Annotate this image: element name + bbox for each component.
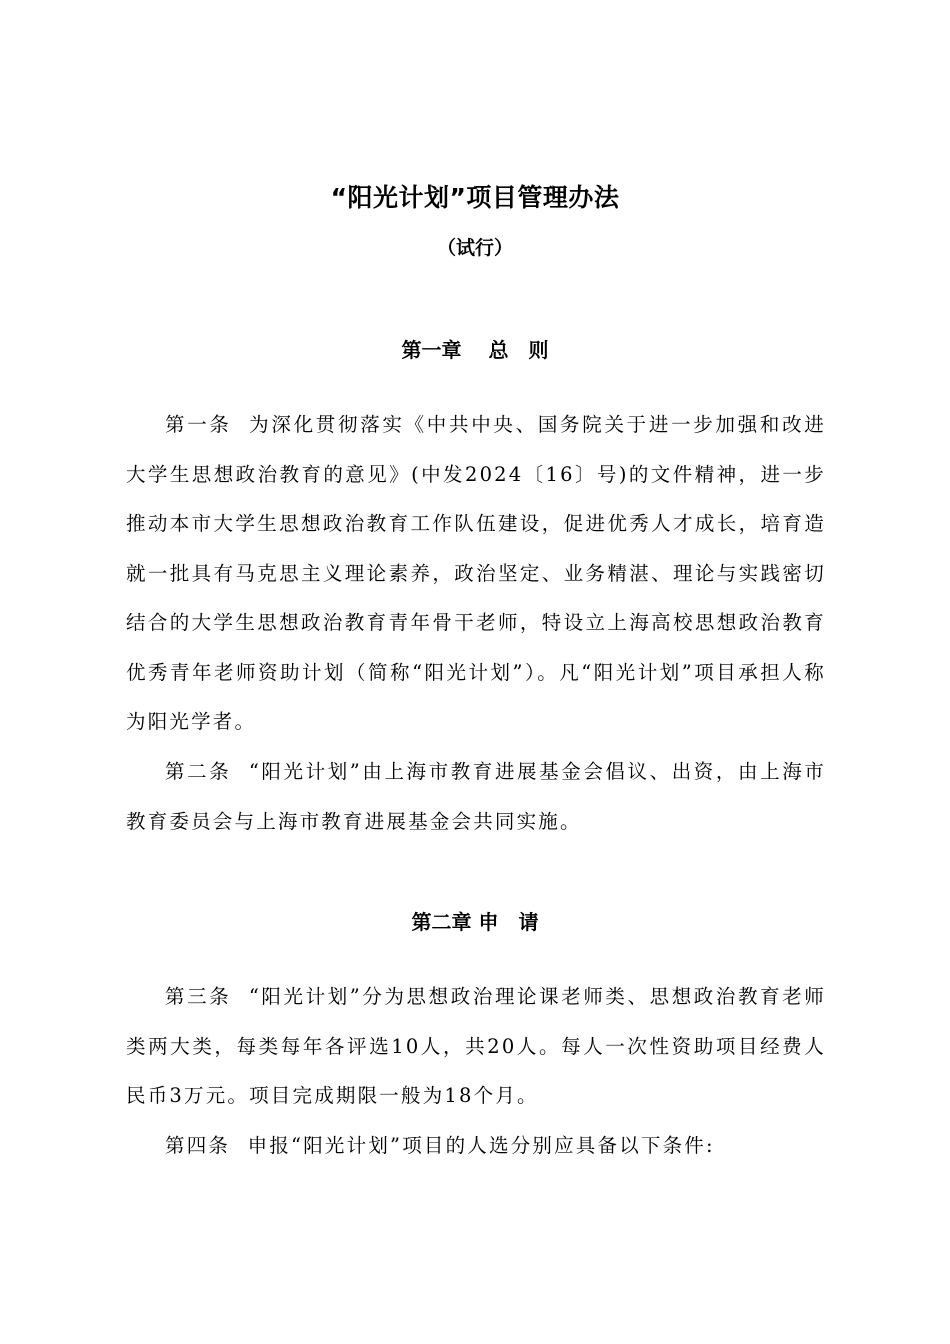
chapter-2-heading: 第二章 申 请: [411, 910, 539, 934]
article-1: [126, 400, 826, 747]
article-3-text: “阳光计划”分为思想政治理论课老师类、思想政治教育老师类两大类，每类每年各评选10人，共20人。每人一次性资助项目经费人民币3万元。项目完成期限一般为18个月。: [126, 985, 826, 1107]
article-4-text: 申报“阳光计划”项目的人选分别应具备以下条件:: [247, 1134, 715, 1157]
article-4-label: 第四条: [165, 1134, 231, 1157]
article-1-label: 第一条: [165, 413, 232, 436]
article-3-label: 第三条: [165, 985, 232, 1008]
chapter-1-heading: 第一章 总 则: [401, 338, 549, 362]
article-4: [126, 1121, 826, 1171]
article-2-text: “阳光计划”由上海市教育进展基金会倡议、出资，由上海市教育委员会与上海市教育进展基金会共同实施。: [126, 760, 826, 833]
article-3: [126, 972, 826, 1121]
document-title: “阳光计划”项目管理办法: [330, 183, 620, 212]
document-subtitle: （试行）: [436, 237, 513, 259]
article-2-label: 第二条: [165, 760, 232, 783]
article-1-text: 为深化贯彻落实《中共中央、国务院关于进一步加强和改进大学生思想政治教育的意见》(中发2024〔16〕号)的文件精神，进一步推动本市大学生思想政治教育工作队伍建设，促进优秀人才成长，培育造就一批具有马克思主义理论素养，政治坚定、业务精湛、理论与实践密切结合的大学生思想政治教育青年骨干老师，特设立上海高校思想政治教育优秀青年老师资助计划（简称“阳光计划”）。凡“阳光计划”项目承担人称为阳光学者。: [126, 413, 826, 733]
article-2: [126, 747, 826, 846]
